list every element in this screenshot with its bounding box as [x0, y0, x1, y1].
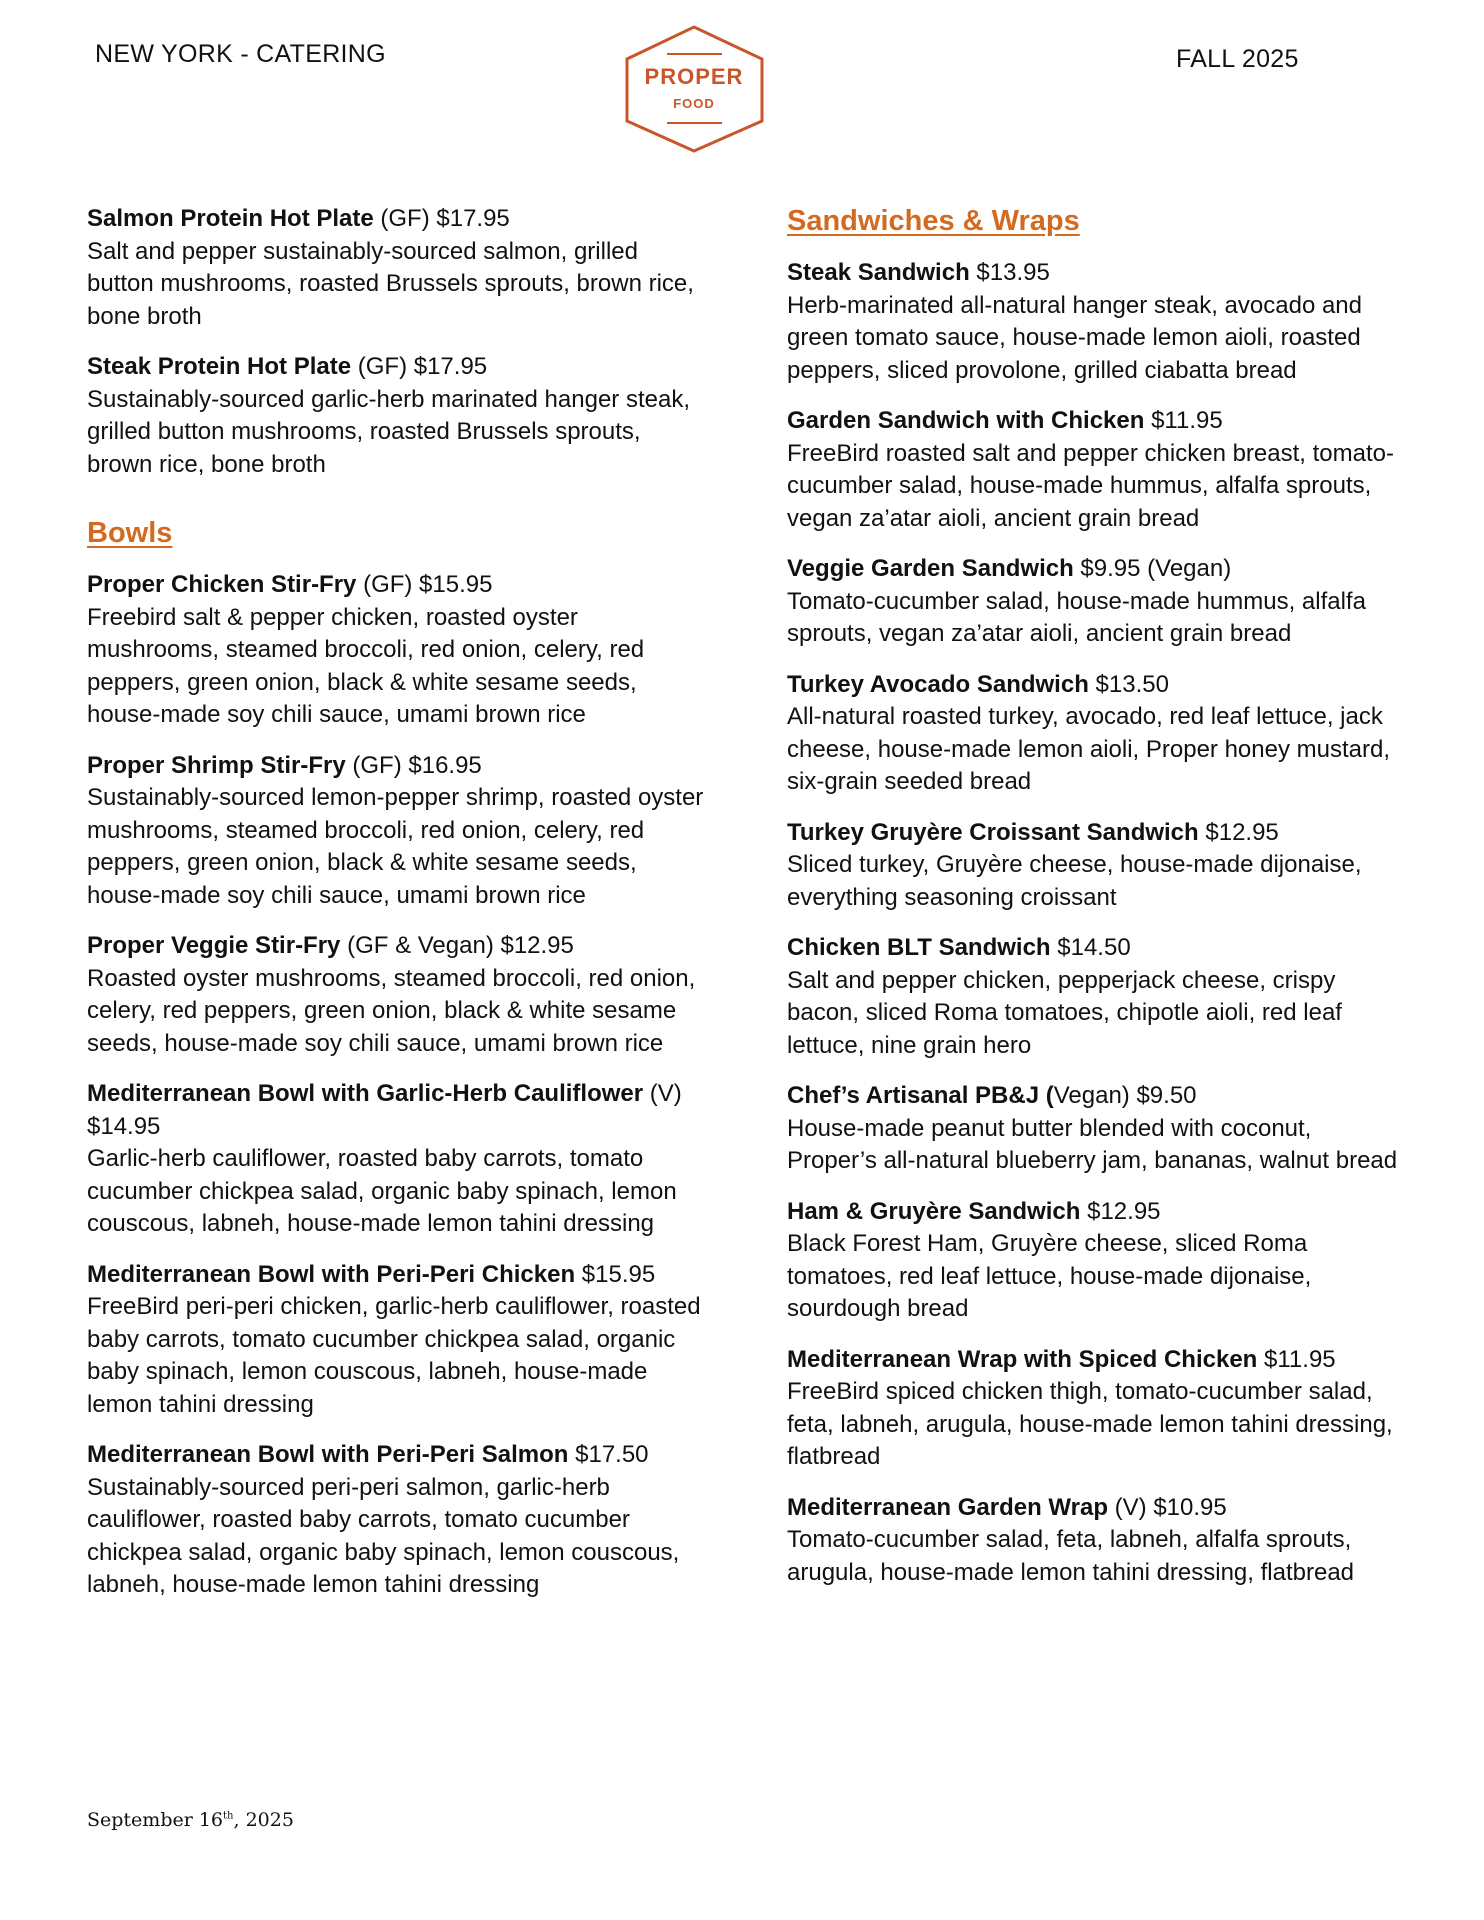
item-name: Mediterranean Bowl with Peri-Peri Salmon	[87, 1441, 569, 1468]
item-price: (V) $14.95	[87, 1080, 682, 1140]
item-description: FreeBird roasted salt and pepper chicken breast, tomato-cucumber salad, house-made hummus, alfalfa sprouts, vegan za’atar aioli, ancient grain bread	[787, 439, 1394, 532]
item-price: $14.50	[1050, 934, 1131, 961]
menu-item	[787, 669, 1407, 799]
menu-item	[787, 405, 1407, 535]
item-price: (GF) $16.95	[345, 751, 482, 779]
header-season: FALL 2025	[1176, 45, 1299, 73]
item-price: $13.95	[969, 259, 1050, 286]
item-name: Steak Protein Hot Plate	[87, 353, 352, 380]
item-name: Mediterranean Bowl with Peri-Peri Chicken	[87, 1260, 576, 1288]
item-name: Proper Veggie Stir-Fry	[87, 932, 341, 959]
item-description: Herb-marinated all-natural hanger steak, avocado and green tomato sauce, house-made lemon aioli, roasted peppers, sliced provolone, grilled ciabatta bread	[787, 291, 1363, 384]
menu-item	[787, 1344, 1407, 1474]
proper-food-logo	[622, 24, 767, 154]
item-price: $11.95	[1144, 407, 1223, 434]
menu-item	[787, 1492, 1407, 1590]
item-description: FreeBird peri-peri chicken, garlic-herb cauliflower, roasted baby carrots, tomato cucumber chickpea salad, organic baby spinach, lemon couscous, labneh, house-made lemon tahini dressing	[87, 1293, 701, 1418]
menu-item	[87, 569, 707, 732]
logo-hexagon	[627, 27, 762, 151]
item-price: (V) $10.95	[1107, 1493, 1227, 1521]
menu-item	[787, 553, 1407, 651]
item-description: Salt and pepper sustainably-sourced salmon, grilled button mushrooms, roasted Brussels sprouts, brown rice, bone broth	[87, 237, 694, 330]
item-name: Veggie Garden Sandwich	[787, 555, 1074, 582]
item-description: Sustainably-sourced garlic-herb marinated hanger steak, grilled button mushrooms, roasted Brussels sprouts, brown rice, bone broth	[87, 385, 690, 478]
footer-date-suffix: , 2025	[233, 1809, 294, 1831]
item-price: (GF) $17.95	[351, 353, 488, 380]
logo-text-proper: PROPER	[644, 64, 744, 89]
menu-item	[787, 817, 1407, 915]
item-price: (GF) $17.95	[373, 205, 510, 232]
footer-date-sup: th	[223, 1810, 234, 1822]
item-description: Salt and pepper chicken, pepperjack cheese, crispy bacon, sliced Roma tomatoes, chipotle aioli, red leaf lettuce, nine grain hero	[787, 966, 1342, 1059]
menu-item	[787, 1080, 1407, 1178]
item-description: Sustainably-sourced lemon-pepper shrimp, roasted oyster mushrooms, steamed broccoli, red onion, celery, red peppers, green onion, black & white sesame seeds, house-made soy chili sauce, umami brown rice	[87, 784, 704, 909]
item-price: $17.50	[568, 1441, 649, 1468]
item-description: Tomato-cucumber salad, feta, labneh, alfalfa sprouts, arugula, house-made lemon tahini dressing, flatbread	[787, 1526, 1355, 1586]
menu-item	[87, 1439, 707, 1602]
footer-date	[87, 1809, 294, 1831]
menu-item	[87, 1078, 707, 1241]
item-price: $12.95	[1080, 1197, 1161, 1225]
item-name: Salmon Protein Hot Plate	[87, 205, 374, 232]
menu-item	[87, 930, 707, 1060]
item-price: Vegan) $9.50	[1053, 1082, 1197, 1109]
item-price: (GF & Vegan) $12.95	[340, 932, 574, 959]
header-location: NEW YORK - CATERING	[95, 40, 386, 68]
item-description: Sustainably-sourced peri-peri salmon, garlic-herb cauliflower, roasted baby carrots, tomato cucumber chickpea salad, organic baby spinach, lemon couscous, labneh, house-made lemon tahini dressing	[87, 1473, 680, 1598]
menu-item	[787, 257, 1407, 387]
item-name: Mediterranean Bowl with Garlic-Herb Cauliflower	[87, 1080, 644, 1107]
left-column	[87, 203, 707, 1620]
item-description: Roasted oyster mushrooms, steamed broccoli, red onion, celery, red peppers, green onion, black & white sesame seeds, house-made soy chili sauce, umami brown rice	[87, 964, 696, 1057]
item-price: $13.50	[1088, 670, 1169, 698]
menu-item	[87, 351, 707, 481]
item-description: Sliced turkey, Gruyère cheese, house-made dijonaise, everything seasoning croissant	[787, 851, 1362, 911]
item-price: $12.95	[1198, 818, 1279, 846]
section-title-sandwiches: Sandwiches & Wraps	[787, 205, 1080, 237]
item-description: Garlic-herb cauliflower, roasted baby carrots, tomato cucumber chickpea salad, organic baby spinach, lemon couscous, labneh, house-made lemon tahini dressing	[87, 1145, 677, 1237]
item-name: Turkey Gruyère Croissant Sandwich	[787, 818, 1199, 846]
item-name: Garden Sandwich with Chicken	[787, 407, 1145, 434]
item-name: Proper Chicken Stir-Fry	[87, 571, 357, 598]
menu-item	[787, 932, 1407, 1062]
right-column	[787, 203, 1407, 1607]
item-price: $11.95	[1257, 1345, 1336, 1373]
item-description: Tomato-cucumber salad, house-made hummus, alfalfa sprouts, vegan za’atar aioli, ancient grain bread	[787, 587, 1366, 647]
item-name: Turkey Avocado Sandwich	[787, 670, 1089, 698]
item-name: Mediterranean Wrap with Spiced Chicken	[787, 1345, 1258, 1373]
item-price: $15.95	[575, 1260, 656, 1288]
item-price: $9.95 (Vegan)	[1073, 555, 1232, 582]
logo-text-food: FOOD	[673, 96, 715, 111]
menu-item	[87, 1259, 707, 1422]
item-name: Proper Shrimp Stir-Fry	[87, 751, 346, 779]
item-name: Steak Sandwich	[787, 259, 970, 286]
item-description: Freebird salt & pepper chicken, roasted oyster mushrooms, steamed broccoli, red onion, celery, red peppers, green onion, black & white sesame seeds, house-made soy chili sauce, umami brown rice	[87, 603, 645, 728]
menu-item	[787, 1196, 1407, 1326]
menu-item	[87, 203, 707, 333]
menu-item	[87, 750, 707, 913]
item-description: All-natural roasted turkey, avocado, red leaf lettuce, jack cheese, house-made lemon aioli, Proper honey mustard, six-grain seeded bread	[787, 703, 1390, 795]
item-description: FreeBird spiced chicken thigh, tomato-cucumber salad, feta, labneh, arugula, house-made lemon tahini dressing, flatbread	[787, 1378, 1393, 1470]
item-description: House-made peanut butter blended with coconut, Proper’s all-natural blueberry jam, bananas, walnut bread	[787, 1114, 1398, 1174]
item-description: Black Forest Ham, Gruyère cheese, sliced Roma tomatoes, red leaf lettuce, house-made dijonaise, sourdough bread	[787, 1230, 1312, 1322]
item-name: Chicken BLT Sandwich	[787, 934, 1051, 961]
section-title-bowls: Bowls	[87, 517, 173, 549]
item-name: Chef’s Artisanal PB&J (	[787, 1082, 1054, 1109]
item-name: Ham & Gruyère Sandwich	[787, 1197, 1081, 1225]
item-price: (GF) $15.95	[356, 571, 493, 598]
item-name: Mediterranean Garden Wrap	[787, 1493, 1108, 1521]
footer-date-prefix: September 16	[87, 1809, 224, 1831]
